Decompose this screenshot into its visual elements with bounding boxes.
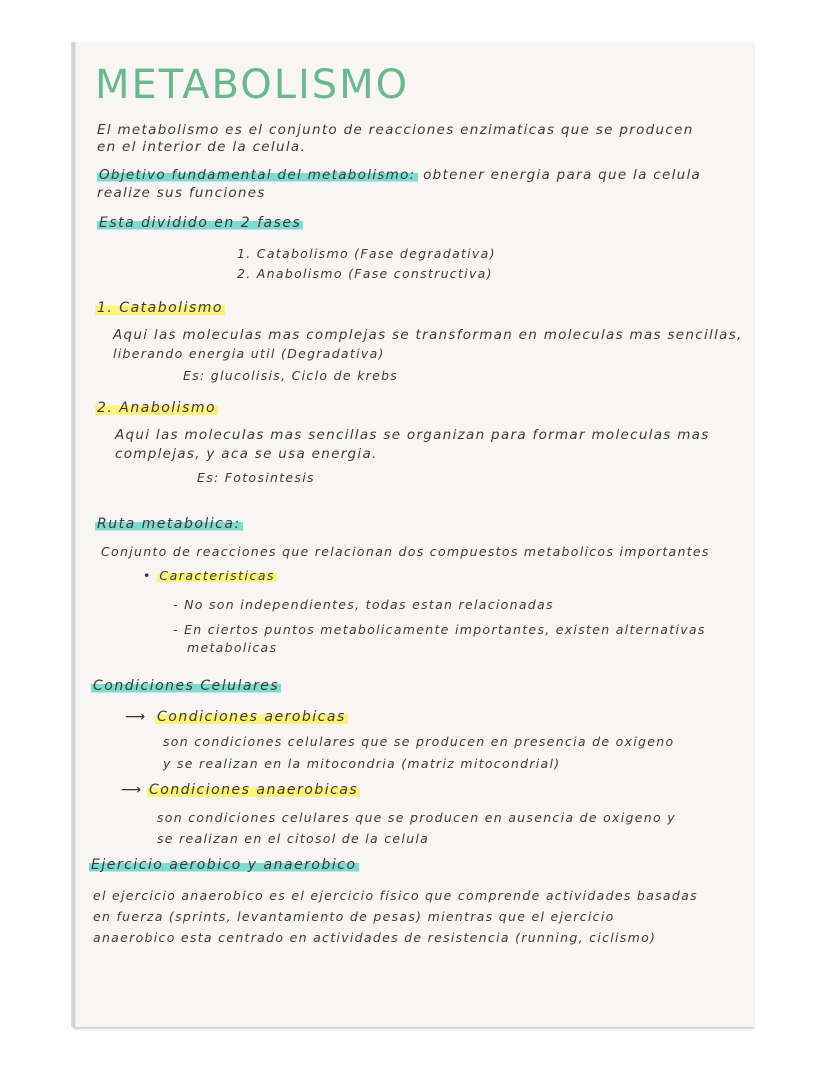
aerobicas-line-2: y se realizan en la mitocondria (matriz mitocondrial) (163, 756, 561, 771)
anabolismo-line-2: complejas, y aca se usa energia. (115, 446, 378, 462)
catabolismo-example: Es: glucolisis, Ciclo de krebs (183, 368, 399, 383)
ejercicio-line-2: en fuerza (sprints, levantamiento de pesas) mientras que el ejercicio (93, 909, 615, 924)
intro-line-2: en el interior de la celula. (97, 139, 307, 155)
intro-line-1: El metabolismo es el conjunto de reacciones enzimaticas que se producen (97, 122, 694, 138)
anabolismo-example: Es: Fotosintesis (197, 470, 315, 485)
catabolismo-heading: 1. Catabolismo (97, 300, 223, 316)
aerobicas-heading: Condiciones aerobicas (157, 709, 346, 725)
anaerobicas-line-1: son condiciones celulares que se producen en ausencia de oxigeno y (157, 810, 676, 825)
arrow-right-icon: ⟶ (121, 782, 142, 798)
ruta-line-1: Conjunto de reacciones que relacionan dos compuestos metabolicos importantes (101, 544, 710, 559)
anabolismo-line-1: Aqui las moleculas mas sencillas se organizan para formar moleculas mas (115, 427, 710, 443)
catabolismo-line-2: liberando energia util (Degradativa) (113, 346, 385, 361)
objetivo-text: obtener energia para que la celula (423, 167, 702, 183)
anaerobicas-line-2: se realizan en el citosol de la celula (157, 831, 430, 846)
fase-item-2: 2. Anabolismo (Fase constructiva) (237, 266, 493, 281)
aerobicas-line-1: son condiciones celulares que se producen en presencia de oxigeno (163, 734, 675, 749)
arrow-right-icon: ⟶ (125, 709, 146, 725)
catabolismo-line-1: Aqui las moleculas mas complejas se transforman en moleculas mas sencillas, (113, 327, 743, 343)
ruta-bullet-1: - No son independientes, todas estan relacionadas (173, 597, 554, 612)
fases-label: Esta dividido en 2 fases (99, 215, 302, 231)
ejercicio-line-1: el ejercicio anaerobico es el ejercicio fisico que comprende actividades basadas (93, 888, 698, 903)
ejercicio-heading: Ejercicio aerobico y anaerobico (91, 857, 357, 873)
page-title: METABOLISMO (95, 62, 410, 108)
caracteristicas-heading: • Caracteristicas (143, 568, 276, 583)
ejercicio-line-3: anaerobico esta centrado en actividades de resistencia (running, ciclismo) (93, 930, 657, 945)
anaerobicas-heading: Condiciones anaerobicas (149, 782, 359, 798)
condiciones-heading: Condiciones Celulares (93, 678, 280, 694)
objetivo-line-2: realize sus funciones (97, 185, 266, 201)
objetivo-label: Objetivo fundamental del metabolismo: (99, 167, 416, 183)
anabolismo-heading: 2. Anabolismo (97, 400, 217, 416)
ruta-heading: Ruta metabolica: (97, 516, 241, 532)
ruta-bullet-2a: - En ciertos puntos metabolicamente importantes, existen alternativas (173, 622, 706, 637)
notebook-page (73, 42, 754, 1027)
objetivo-line-1 (97, 167, 701, 183)
ruta-bullet-2b: metabolicas (187, 640, 278, 655)
fase-item-1: 1. Catabolismo (Fase degradativa) (237, 246, 496, 261)
